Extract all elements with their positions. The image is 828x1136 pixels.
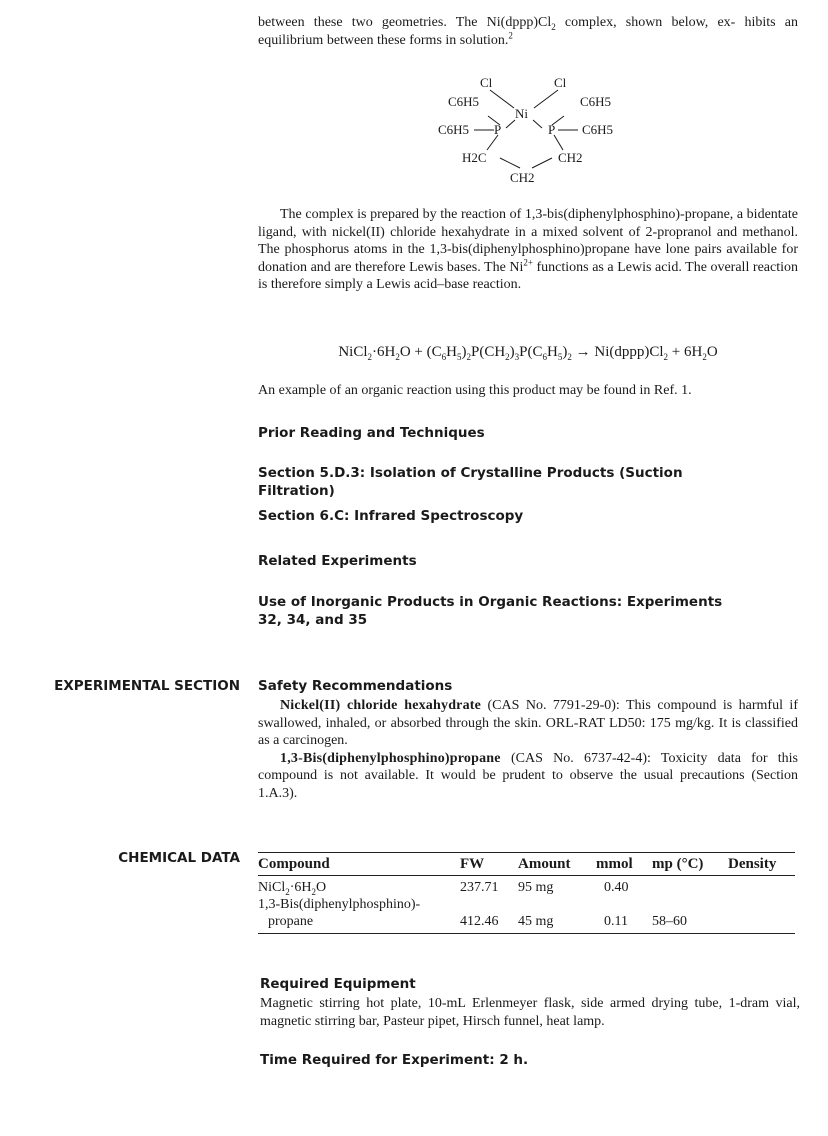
col-amount: Amount (518, 853, 596, 876)
ni-label: Ni (515, 106, 528, 121)
equipment-heading: Required Equipment (260, 976, 416, 992)
reaction-equation: $NiCl_2\cdot 6H_2O + (C_6H_5)_2P(CH_2)_3P(C_6H_5)_2$ → $Ni(dppp)Cl_2 + 6H_2O$ (338, 344, 718, 362)
phenyl-upper-right-label: C6H5 (580, 94, 612, 109)
chemical-data-table: Compound FW Amount mmol mp (°C) Density $NiCl_2\cdot 6H_2O$ 237.71 95 mg 0.40 1,3-Bis(diphenylphosphino)- propane 412.46 45 mg 0.11 58–60 (258, 852, 795, 934)
p-right-label: P (548, 122, 556, 137)
ch2-left-label: H2C (462, 150, 487, 165)
col-mmol: mmol (596, 853, 652, 876)
col-density: Density (728, 853, 795, 876)
phenyl-upper-left-label: C6H5 (448, 94, 480, 109)
related-experiments-item: Use of Inorganic Products in Organic Reactions: Experiments 32, 34, and 35 (258, 594, 723, 628)
equipment-text: Magnetic stirring hot plate, 10-mL Erlenmeyer flask, side armed drying tube, 1-dram vial, magnetic stirring bar, Pasteur pipet, Hirsch funnel, heat lamp. (260, 996, 800, 1029)
chemical-data-table-wrap (258, 852, 798, 934)
col-compound: Compound (258, 853, 460, 876)
p-left-label: P (494, 122, 502, 137)
preparation-paragraph: The complex is prepared by the reaction of 1,3-bis(diphenylphosphino)-propane, a bidentate ligand, with nickel(II) chloride hexahydrate in a mixed solvent of 2-propranol and methanol. The phosphorus atoms in the 1,3-bis(diphenylphosphino)propane have lone pairs available for donation and are therefore Lewis bases. The $Ni^{2+}$ functions as a Lewis acid. The overall reaction is therefore simply a Lewis acid–base reaction. (258, 207, 798, 292)
phenyl-mid-left-label: C6H5 (438, 122, 470, 137)
prior-reading-item-1: Section 5.D.3: Isolation of Crystalline Products (Suction Filtration) (258, 465, 683, 499)
safety-text: Nickel(II) chloride hexahydrate (CAS No. 7791-29-0): This compound is harmful if swallowed, inhaled, or absorbed through the skin. ORL-RAT LD50: 175 mg/kg. It is classified as a carcinogen. 1,3-Bis(diphenylphosphino)propane (CAS No. 6737-42-4): Toxicity data for this compound is not available. It would be prudent to observe the usual precautions (Section 1.A.3). (258, 698, 798, 801)
cl-left-label: Cl (480, 75, 493, 90)
safety-heading: Safety Recommendations (258, 678, 453, 694)
ni-dppp-cl2-structure (430, 70, 650, 190)
reference-paragraph: An example of an organic reaction using this product may be found in Ref. 1. (258, 383, 692, 398)
phenyl-mid-right-label: C6H5 (582, 122, 614, 137)
chemical-data-label: CHEMICAL DATA (118, 850, 240, 866)
col-fw: FW (460, 853, 518, 876)
ch2-bottom-label: CH2 (510, 170, 535, 185)
intro-paragraph: between these two geometries. The $Ni(dppp)Cl_2$ complex, shown below, ex- hibits an equilibrium between these forms in solution.$^2$ (258, 15, 798, 48)
prior-reading-item-2: Section 6.C: Infrared Spectroscopy (258, 508, 524, 524)
experimental-section-label: EXPERIMENTAL SECTION (54, 678, 240, 694)
ch2-right-label: CH2 (558, 150, 583, 165)
time-required: Time Required for Experiment: 2 h. (260, 1052, 529, 1068)
prior-reading-heading: Prior Reading and Techniques (258, 425, 485, 441)
related-experiments-heading: Related Experiments (258, 553, 417, 569)
table-row: $NiCl_2\cdot 6H_2O$ 237.71 95 mg 0.40 (258, 880, 629, 897)
cl-right-label: Cl (554, 75, 567, 90)
col-mp: mp (°C) (652, 853, 728, 876)
table-row: propane 412.46 45 mg 0.11 58–60 (258, 913, 795, 934)
